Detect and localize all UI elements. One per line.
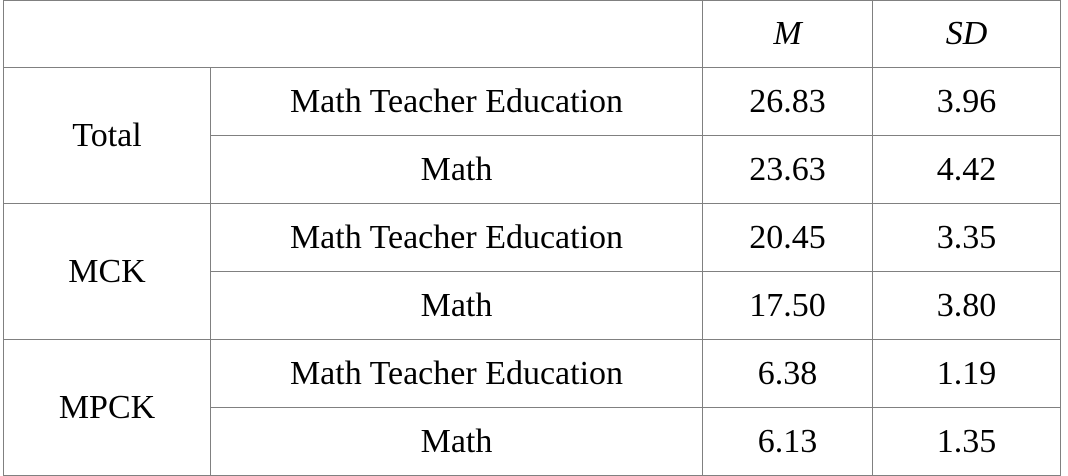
program-cell: Math [211, 408, 703, 476]
mean-cell: 6.13 [703, 408, 873, 476]
program-cell: Math [211, 272, 703, 340]
group-label-mpck: MPCK [4, 340, 211, 476]
mean-cell: 6.38 [703, 340, 873, 408]
sd-cell: 3.35 [873, 204, 1061, 272]
statistics-table [3, 0, 1061, 476]
sd-cell: 3.80 [873, 272, 1061, 340]
mean-cell: 17.50 [703, 272, 873, 340]
sd-cell: 1.35 [873, 408, 1061, 476]
group-label-mck: MCK [4, 204, 211, 340]
table-row [4, 68, 1061, 136]
mean-cell: 26.83 [703, 68, 873, 136]
header-row [4, 1, 1061, 68]
header-mean: M [703, 1, 873, 68]
mean-cell: 23.63 [703, 136, 873, 204]
sd-cell: 3.96 [873, 68, 1061, 136]
header-sd: SD [873, 1, 1061, 68]
sd-cell: 4.42 [873, 136, 1061, 204]
program-cell: Math Teacher Education [211, 68, 703, 136]
table-row [4, 340, 1061, 408]
group-label-total: Total [4, 68, 211, 204]
program-cell: Math Teacher Education [211, 340, 703, 408]
sd-cell: 1.19 [873, 340, 1061, 408]
program-cell: Math Teacher Education [211, 204, 703, 272]
table-row [4, 204, 1061, 272]
program-cell: Math [211, 136, 703, 204]
mean-cell: 20.45 [703, 204, 873, 272]
header-empty-cell [4, 1, 703, 68]
